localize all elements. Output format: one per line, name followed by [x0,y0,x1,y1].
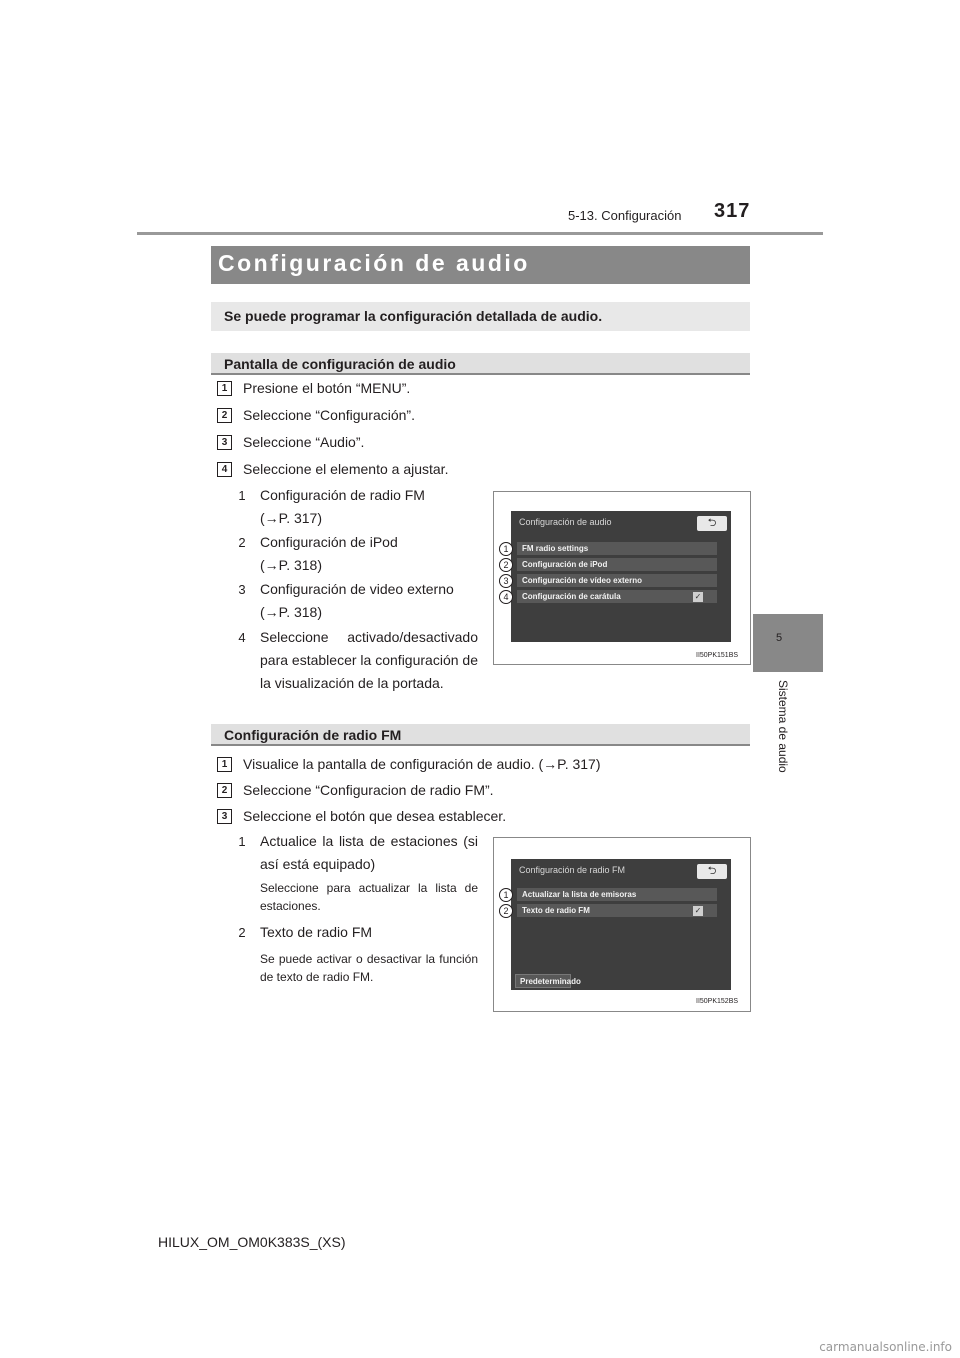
menu-row[interactable]: Configuración de vídeo externo [517,574,717,587]
menu-row[interactable]: Configuración de carátula [517,590,717,603]
step-number: 1 [217,757,232,772]
item-label: Configuración de iPod [260,534,398,550]
item-text [260,531,480,577]
step-number: 2 [217,783,232,798]
page-reference: (→P. 318) [260,604,322,620]
step-text: Seleccione “Configuracion de radio FM”. [243,782,494,798]
callout-marker: 2 [499,558,513,572]
step-number: 4 [217,462,232,477]
section-heading-audio-screen [211,353,750,375]
checkbox-icon[interactable]: ✓ [694,906,702,915]
step-text: Seleccione el botón que desea establecer. [243,808,507,824]
item-number: 3 [238,582,246,597]
item-number: 4 [238,630,246,645]
item-text [260,484,480,530]
item-label: Configuración de video externo [260,581,454,597]
item-text: Actualice la lista de estaciones (si así está equipado) [260,833,478,872]
intro-text: Se puede programar la configuración detallada de audio. [224,308,603,324]
checkbox-icon[interactable]: ✓ [694,592,702,601]
step-number: 1 [217,381,232,396]
chapter-tab [753,614,823,672]
page-reference: (→P. 317) [260,510,322,526]
back-icon[interactable]: ⮌ [697,864,727,879]
watermark: carmanualsonline.info [819,1340,952,1354]
figure-id: II50PK152BS [696,998,739,1005]
screen-title: Configuración de audio [519,517,612,527]
callout-marker: 1 [499,542,513,556]
step-text: Presione el botón “MENU”. [243,380,411,396]
section-heading-text: Configuración de radio FM [224,727,402,743]
step-text: Seleccione el elemento a ajustar. [243,461,449,477]
section-heading-text: Pantalla de configuración de audio [224,356,456,372]
callout-marker: 3 [499,574,513,588]
step-text: Seleccione “Configuración”. [243,407,415,423]
figure-audio-settings [493,491,751,665]
callout-marker: 2 [499,904,513,918]
document-code: HILUX_OM_OM0K383S_(XS) [158,1234,346,1250]
item-note: Seleccione para actualizar la lista de estaciones. [260,881,478,913]
menu-row[interactable]: FM radio settings [517,542,717,555]
callout-marker: 1 [499,888,513,902]
screen-fm-settings [511,859,731,990]
step-number: 3 [217,435,232,450]
item-number: 1 [238,488,246,503]
header-rule [137,232,823,235]
screen-audio-settings [511,511,731,642]
callout-marker: 4 [499,590,513,604]
default-button[interactable]: Predeterminado [515,974,571,988]
chapter-label: Sistema de audio [776,680,790,773]
item-note: Se puede activar o desactivar la función de texto de radio FM. [260,952,478,984]
page-title: Configuración de audio [218,250,530,276]
figure-id: II50PK151BS [696,652,739,659]
item-text: Seleccione activado/desactivado para establecer la configuración de la visualización de la portada. [260,629,478,691]
page-number: 317 [714,200,751,222]
item-number: 2 [238,535,246,550]
section-heading-fm-settings [211,724,750,746]
item-text: Texto de radio FM [260,924,373,940]
step-number: 3 [217,809,232,824]
screen-title: Configuración de radio FM [519,865,626,875]
chapter-number: 5 [776,632,783,644]
back-icon[interactable]: ⮌ [697,516,727,531]
item-label: Configuración de radio FM [260,487,425,503]
step-text: Visualice la pantalla de configuración de audio. (→P. 317) [243,756,601,772]
figure-fm-settings [493,837,751,1012]
menu-row[interactable]: Configuración de iPod [517,558,717,571]
item-text [260,578,485,624]
item-number: 1 [238,834,246,849]
item-number: 2 [238,925,246,940]
section-breadcrumb: 5-13. Configuración [568,208,682,223]
step-number: 2 [217,408,232,423]
step-text: Seleccione “Audio”. [243,434,365,450]
page-reference: (→P. 318) [260,557,322,573]
menu-row[interactable]: Texto de radio FM [517,904,717,917]
menu-row[interactable]: Actualizar la lista de emisoras [517,888,717,901]
